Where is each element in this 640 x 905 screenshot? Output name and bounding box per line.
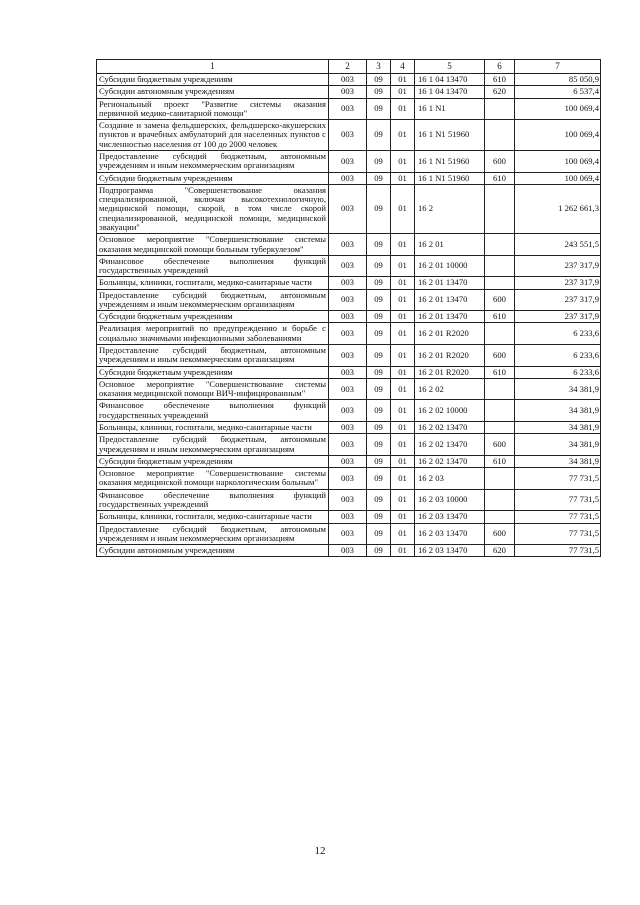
expense-name-cell: Предоставление субсидий бюджетным, автономным учреждениям и иным некоммерческим организациям xyxy=(97,523,329,545)
table-row xyxy=(97,489,601,511)
target-article-cell: 16 2 02 10000 xyxy=(415,400,485,422)
target-article-cell: 16 2 02 13470 xyxy=(415,422,485,434)
expense-name-cell: Подпрограмма "Совершенствование оказания специализированной, включая высокотехнологичную, медицинской помощи, скорой, в том числе скорой специализированной, медицинской помощи, медицинской эвакуации" xyxy=(97,184,329,233)
table-row xyxy=(97,98,601,120)
section-code-cell: 09 xyxy=(367,511,391,523)
target-article-cell: 16 2 02 xyxy=(415,378,485,400)
section-code-cell: 09 xyxy=(367,378,391,400)
expense-name-cell: Предоставление субсидий бюджетным, автономным учреждениям и иным некоммерческим организациям xyxy=(97,150,329,172)
amount-cell: 77 731,5 xyxy=(515,511,601,523)
expense-type-cell xyxy=(485,120,515,151)
expense-type-cell: 610 xyxy=(485,366,515,378)
table-row xyxy=(97,511,601,523)
budget-table xyxy=(96,59,601,557)
expense-name-cell: Больницы, клиники, госпитали, медико-санитарные части xyxy=(97,511,329,523)
ministry-code-cell: 003 xyxy=(329,422,367,434)
ministry-code-cell: 003 xyxy=(329,98,367,120)
subsection-code-cell: 01 xyxy=(391,468,415,490)
amount-cell: 237 317,9 xyxy=(515,311,601,323)
ministry-code-cell: 003 xyxy=(329,184,367,233)
subsection-code-cell: 01 xyxy=(391,120,415,151)
subsection-code-cell: 01 xyxy=(391,98,415,120)
amount-cell: 34 381,9 xyxy=(515,422,601,434)
table-row xyxy=(97,311,601,323)
amount-cell: 34 381,9 xyxy=(515,455,601,467)
section-code-cell: 09 xyxy=(367,234,391,256)
expense-name-cell: Основное мероприятие "Совершенствование системы оказания медицинской помощи больным туберкулезом" xyxy=(97,234,329,256)
subsection-code-cell: 01 xyxy=(391,311,415,323)
section-code-cell: 09 xyxy=(367,311,391,323)
section-code-cell: 09 xyxy=(367,345,391,367)
ministry-code-cell: 003 xyxy=(329,489,367,511)
expense-name-cell: Субсидии автономным учреждениям xyxy=(97,86,329,98)
expense-name-cell: Финансовое обеспечение выполнения функций государственных учреждений xyxy=(97,255,329,277)
expense-type-cell: 600 xyxy=(485,523,515,545)
subsection-code-cell: 01 xyxy=(391,277,415,289)
section-code-cell: 09 xyxy=(367,98,391,120)
section-code-cell: 09 xyxy=(367,74,391,86)
expense-type-cell xyxy=(485,255,515,277)
table-row xyxy=(97,289,601,311)
table-row xyxy=(97,345,601,367)
ministry-code-cell: 003 xyxy=(329,277,367,289)
expense-type-cell xyxy=(485,400,515,422)
expense-name-cell: Финансовое обеспечение выполнения функций государственных учреждений xyxy=(97,400,329,422)
amount-cell: 6 233,6 xyxy=(515,366,601,378)
subsection-code-cell: 01 xyxy=(391,455,415,467)
subsection-code-cell: 01 xyxy=(391,234,415,256)
amount-cell: 100 069,4 xyxy=(515,98,601,120)
ministry-code-cell: 003 xyxy=(329,455,367,467)
section-code-cell: 09 xyxy=(367,400,391,422)
target-article-cell: 16 1 N1 51960 xyxy=(415,120,485,151)
target-article-cell: 16 2 03 13470 xyxy=(415,523,485,545)
subsection-code-cell: 01 xyxy=(391,434,415,456)
subsection-code-cell: 01 xyxy=(391,172,415,184)
expense-type-cell: 600 xyxy=(485,289,515,311)
amount-cell: 34 381,9 xyxy=(515,434,601,456)
section-code-cell: 09 xyxy=(367,172,391,184)
ministry-code-cell: 003 xyxy=(329,523,367,545)
expense-type-cell xyxy=(485,489,515,511)
target-article-cell: 16 2 02 13470 xyxy=(415,434,485,456)
expense-type-cell xyxy=(485,323,515,345)
amount-cell: 100 069,4 xyxy=(515,172,601,184)
section-code-cell: 09 xyxy=(367,455,391,467)
target-article-cell: 16 2 01 R2020 xyxy=(415,323,485,345)
table-row xyxy=(97,468,601,490)
amount-cell: 100 069,4 xyxy=(515,120,601,151)
expense-name-cell: Предоставление субсидий бюджетным, автономным учреждениям и иным некоммерческим организациям xyxy=(97,289,329,311)
table-row xyxy=(97,86,601,98)
target-article-cell: 16 2 03 13470 xyxy=(415,545,485,557)
ministry-code-cell: 003 xyxy=(329,468,367,490)
amount-cell: 85 050,9 xyxy=(515,74,601,86)
expense-name-cell: Субсидии бюджетным учреждениям xyxy=(97,74,329,86)
target-article-cell: 16 1 N1 51960 xyxy=(415,150,485,172)
section-code-cell: 09 xyxy=(367,434,391,456)
section-code-cell: 09 xyxy=(367,184,391,233)
target-article-cell: 16 2 03 10000 xyxy=(415,489,485,511)
expense-name-cell: Субсидии бюджетным учреждениям xyxy=(97,311,329,323)
expense-type-cell xyxy=(485,234,515,256)
target-article-cell: 16 2 01 R2020 xyxy=(415,366,485,378)
expense-type-cell xyxy=(485,277,515,289)
amount-cell: 243 551,5 xyxy=(515,234,601,256)
amount-cell: 6 233,6 xyxy=(515,323,601,345)
section-code-cell: 09 xyxy=(367,289,391,311)
amount-cell: 1 262 661,3 xyxy=(515,184,601,233)
expense-name-cell: Региональный проект "Развитие системы оказания первичной медико-санитарной помощи" xyxy=(97,98,329,120)
column-header: 7 xyxy=(515,60,601,74)
amount-cell: 6 233,6 xyxy=(515,345,601,367)
expense-type-cell xyxy=(485,98,515,120)
page-number: 12 xyxy=(314,845,326,857)
subsection-code-cell: 01 xyxy=(391,422,415,434)
subsection-code-cell: 01 xyxy=(391,511,415,523)
target-article-cell: 16 1 04 13470 xyxy=(415,74,485,86)
target-article-cell: 16 2 01 R2020 xyxy=(415,345,485,367)
ministry-code-cell: 003 xyxy=(329,366,367,378)
section-code-cell: 09 xyxy=(367,422,391,434)
ministry-code-cell: 003 xyxy=(329,120,367,151)
expense-name-cell: Субсидии автономным учреждениям xyxy=(97,545,329,557)
ministry-code-cell: 003 xyxy=(329,378,367,400)
ministry-code-cell: 003 xyxy=(329,545,367,557)
table-row xyxy=(97,434,601,456)
expense-type-cell xyxy=(485,378,515,400)
target-article-cell: 16 2 03 xyxy=(415,468,485,490)
subsection-code-cell: 01 xyxy=(391,345,415,367)
expense-type-cell: 600 xyxy=(485,150,515,172)
ministry-code-cell: 003 xyxy=(329,323,367,345)
ministry-code-cell: 003 xyxy=(329,289,367,311)
expense-type-cell: 610 xyxy=(485,455,515,467)
table-row xyxy=(97,455,601,467)
expense-name-cell: Предоставление субсидий бюджетным, автономным учреждениям и иным некоммерческим организациям xyxy=(97,434,329,456)
subsection-code-cell: 01 xyxy=(391,366,415,378)
subsection-code-cell: 01 xyxy=(391,184,415,233)
section-code-cell: 09 xyxy=(367,545,391,557)
target-article-cell: 16 2 01 10000 xyxy=(415,255,485,277)
expense-name-cell: Финансовое обеспечение выполнения функций государственных учреждений xyxy=(97,489,329,511)
expense-name-cell: Субсидии бюджетным учреждениям xyxy=(97,366,329,378)
expense-type-cell: 610 xyxy=(485,74,515,86)
table-row xyxy=(97,74,601,86)
amount-cell: 77 731,5 xyxy=(515,489,601,511)
section-code-cell: 09 xyxy=(367,150,391,172)
amount-cell: 237 317,9 xyxy=(515,255,601,277)
expense-name-cell: Субсидии бюджетным учреждениям xyxy=(97,455,329,467)
table-row xyxy=(97,277,601,289)
amount-cell: 237 317,9 xyxy=(515,277,601,289)
amount-cell: 77 731,5 xyxy=(515,468,601,490)
section-code-cell: 09 xyxy=(367,120,391,151)
amount-cell: 34 381,9 xyxy=(515,400,601,422)
subsection-code-cell: 01 xyxy=(391,150,415,172)
amount-cell: 6 537,4 xyxy=(515,86,601,98)
subsection-code-cell: 01 xyxy=(391,400,415,422)
amount-cell: 34 381,9 xyxy=(515,378,601,400)
expense-name-cell: Больницы, клиники, госпитали, медико-санитарные части xyxy=(97,277,329,289)
subsection-code-cell: 01 xyxy=(391,255,415,277)
table-row xyxy=(97,523,601,545)
column-header: 3 xyxy=(367,60,391,74)
subsection-code-cell: 01 xyxy=(391,323,415,345)
ministry-code-cell: 003 xyxy=(329,345,367,367)
target-article-cell: 16 2 xyxy=(415,184,485,233)
subsection-code-cell: 01 xyxy=(391,523,415,545)
expense-name-cell: Основное мероприятие "Совершенствование системы оказания медицинской помощи ВИЧ-инфицированным" xyxy=(97,378,329,400)
ministry-code-cell: 003 xyxy=(329,234,367,256)
expense-type-cell: 620 xyxy=(485,86,515,98)
column-header: 5 xyxy=(415,60,485,74)
ministry-code-cell: 003 xyxy=(329,400,367,422)
ministry-code-cell: 003 xyxy=(329,511,367,523)
amount-cell: 237 317,9 xyxy=(515,289,601,311)
ministry-code-cell: 003 xyxy=(329,74,367,86)
subsection-code-cell: 01 xyxy=(391,86,415,98)
subsection-code-cell: 01 xyxy=(391,545,415,557)
expense-name-cell: Реализация мероприятий по предупреждению и борьбе с социально значимыми инфекционными заболеваниями xyxy=(97,323,329,345)
column-header: 4 xyxy=(391,60,415,74)
subsection-code-cell: 01 xyxy=(391,378,415,400)
amount-cell: 100 069,4 xyxy=(515,150,601,172)
section-code-cell: 09 xyxy=(367,255,391,277)
subsection-code-cell: 01 xyxy=(391,74,415,86)
expense-name-cell: Больницы, клиники, госпитали, медико-санитарные части xyxy=(97,422,329,434)
subsection-code-cell: 01 xyxy=(391,289,415,311)
target-article-cell: 16 2 01 13470 xyxy=(415,277,485,289)
table-row xyxy=(97,400,601,422)
expense-type-cell xyxy=(485,422,515,434)
table-row xyxy=(97,422,601,434)
table-header-row xyxy=(97,60,601,74)
table-row xyxy=(97,366,601,378)
amount-cell: 77 731,5 xyxy=(515,545,601,557)
expense-type-cell: 620 xyxy=(485,545,515,557)
column-header: 1 xyxy=(97,60,329,74)
target-article-cell: 16 1 04 13470 xyxy=(415,86,485,98)
expense-name-cell: Предоставление субсидий бюджетным, автономным учреждениям и иным некоммерческим организациям xyxy=(97,345,329,367)
ministry-code-cell: 003 xyxy=(329,311,367,323)
table-row xyxy=(97,378,601,400)
subsection-code-cell: 01 xyxy=(391,489,415,511)
amount-cell: 77 731,5 xyxy=(515,523,601,545)
column-header: 6 xyxy=(485,60,515,74)
ministry-code-cell: 003 xyxy=(329,255,367,277)
section-code-cell: 09 xyxy=(367,277,391,289)
target-article-cell: 16 1 N1 51960 xyxy=(415,172,485,184)
table-row xyxy=(97,323,601,345)
table-row xyxy=(97,120,601,151)
table-row xyxy=(97,545,601,557)
table-row xyxy=(97,255,601,277)
expense-type-cell xyxy=(485,184,515,233)
expense-name-cell: Создание и замена фельдшерских, фельдшерско-акушерских пунктов и врачебных амбулаторий для населенных пунктов с численностью населения от 100 до 2000 человек xyxy=(97,120,329,151)
table-row xyxy=(97,172,601,184)
section-code-cell: 09 xyxy=(367,86,391,98)
target-article-cell: 16 1 N1 xyxy=(415,98,485,120)
target-article-cell: 16 2 02 13470 xyxy=(415,455,485,467)
target-article-cell: 16 2 03 13470 xyxy=(415,511,485,523)
expense-type-cell: 610 xyxy=(485,311,515,323)
table-row xyxy=(97,234,601,256)
section-code-cell: 09 xyxy=(367,468,391,490)
expense-name-cell: Субсидии бюджетным учреждениям xyxy=(97,172,329,184)
expense-type-cell: 610 xyxy=(485,172,515,184)
expense-name-cell: Основное мероприятие "Совершенствование системы оказания медицинской помощи наркологическим больным" xyxy=(97,468,329,490)
ministry-code-cell: 003 xyxy=(329,150,367,172)
expense-type-cell xyxy=(485,468,515,490)
table-row xyxy=(97,184,601,233)
target-article-cell: 16 2 01 xyxy=(415,234,485,256)
ministry-code-cell: 003 xyxy=(329,434,367,456)
section-code-cell: 09 xyxy=(367,489,391,511)
section-code-cell: 09 xyxy=(367,366,391,378)
ministry-code-cell: 003 xyxy=(329,86,367,98)
section-code-cell: 09 xyxy=(367,523,391,545)
table-body xyxy=(97,74,601,557)
column-header: 2 xyxy=(329,60,367,74)
expense-type-cell xyxy=(485,511,515,523)
target-article-cell: 16 2 01 13470 xyxy=(415,311,485,323)
ministry-code-cell: 003 xyxy=(329,172,367,184)
expense-type-cell: 600 xyxy=(485,345,515,367)
table-row xyxy=(97,150,601,172)
section-code-cell: 09 xyxy=(367,323,391,345)
target-article-cell: 16 2 01 13470 xyxy=(415,289,485,311)
expense-type-cell: 600 xyxy=(485,434,515,456)
